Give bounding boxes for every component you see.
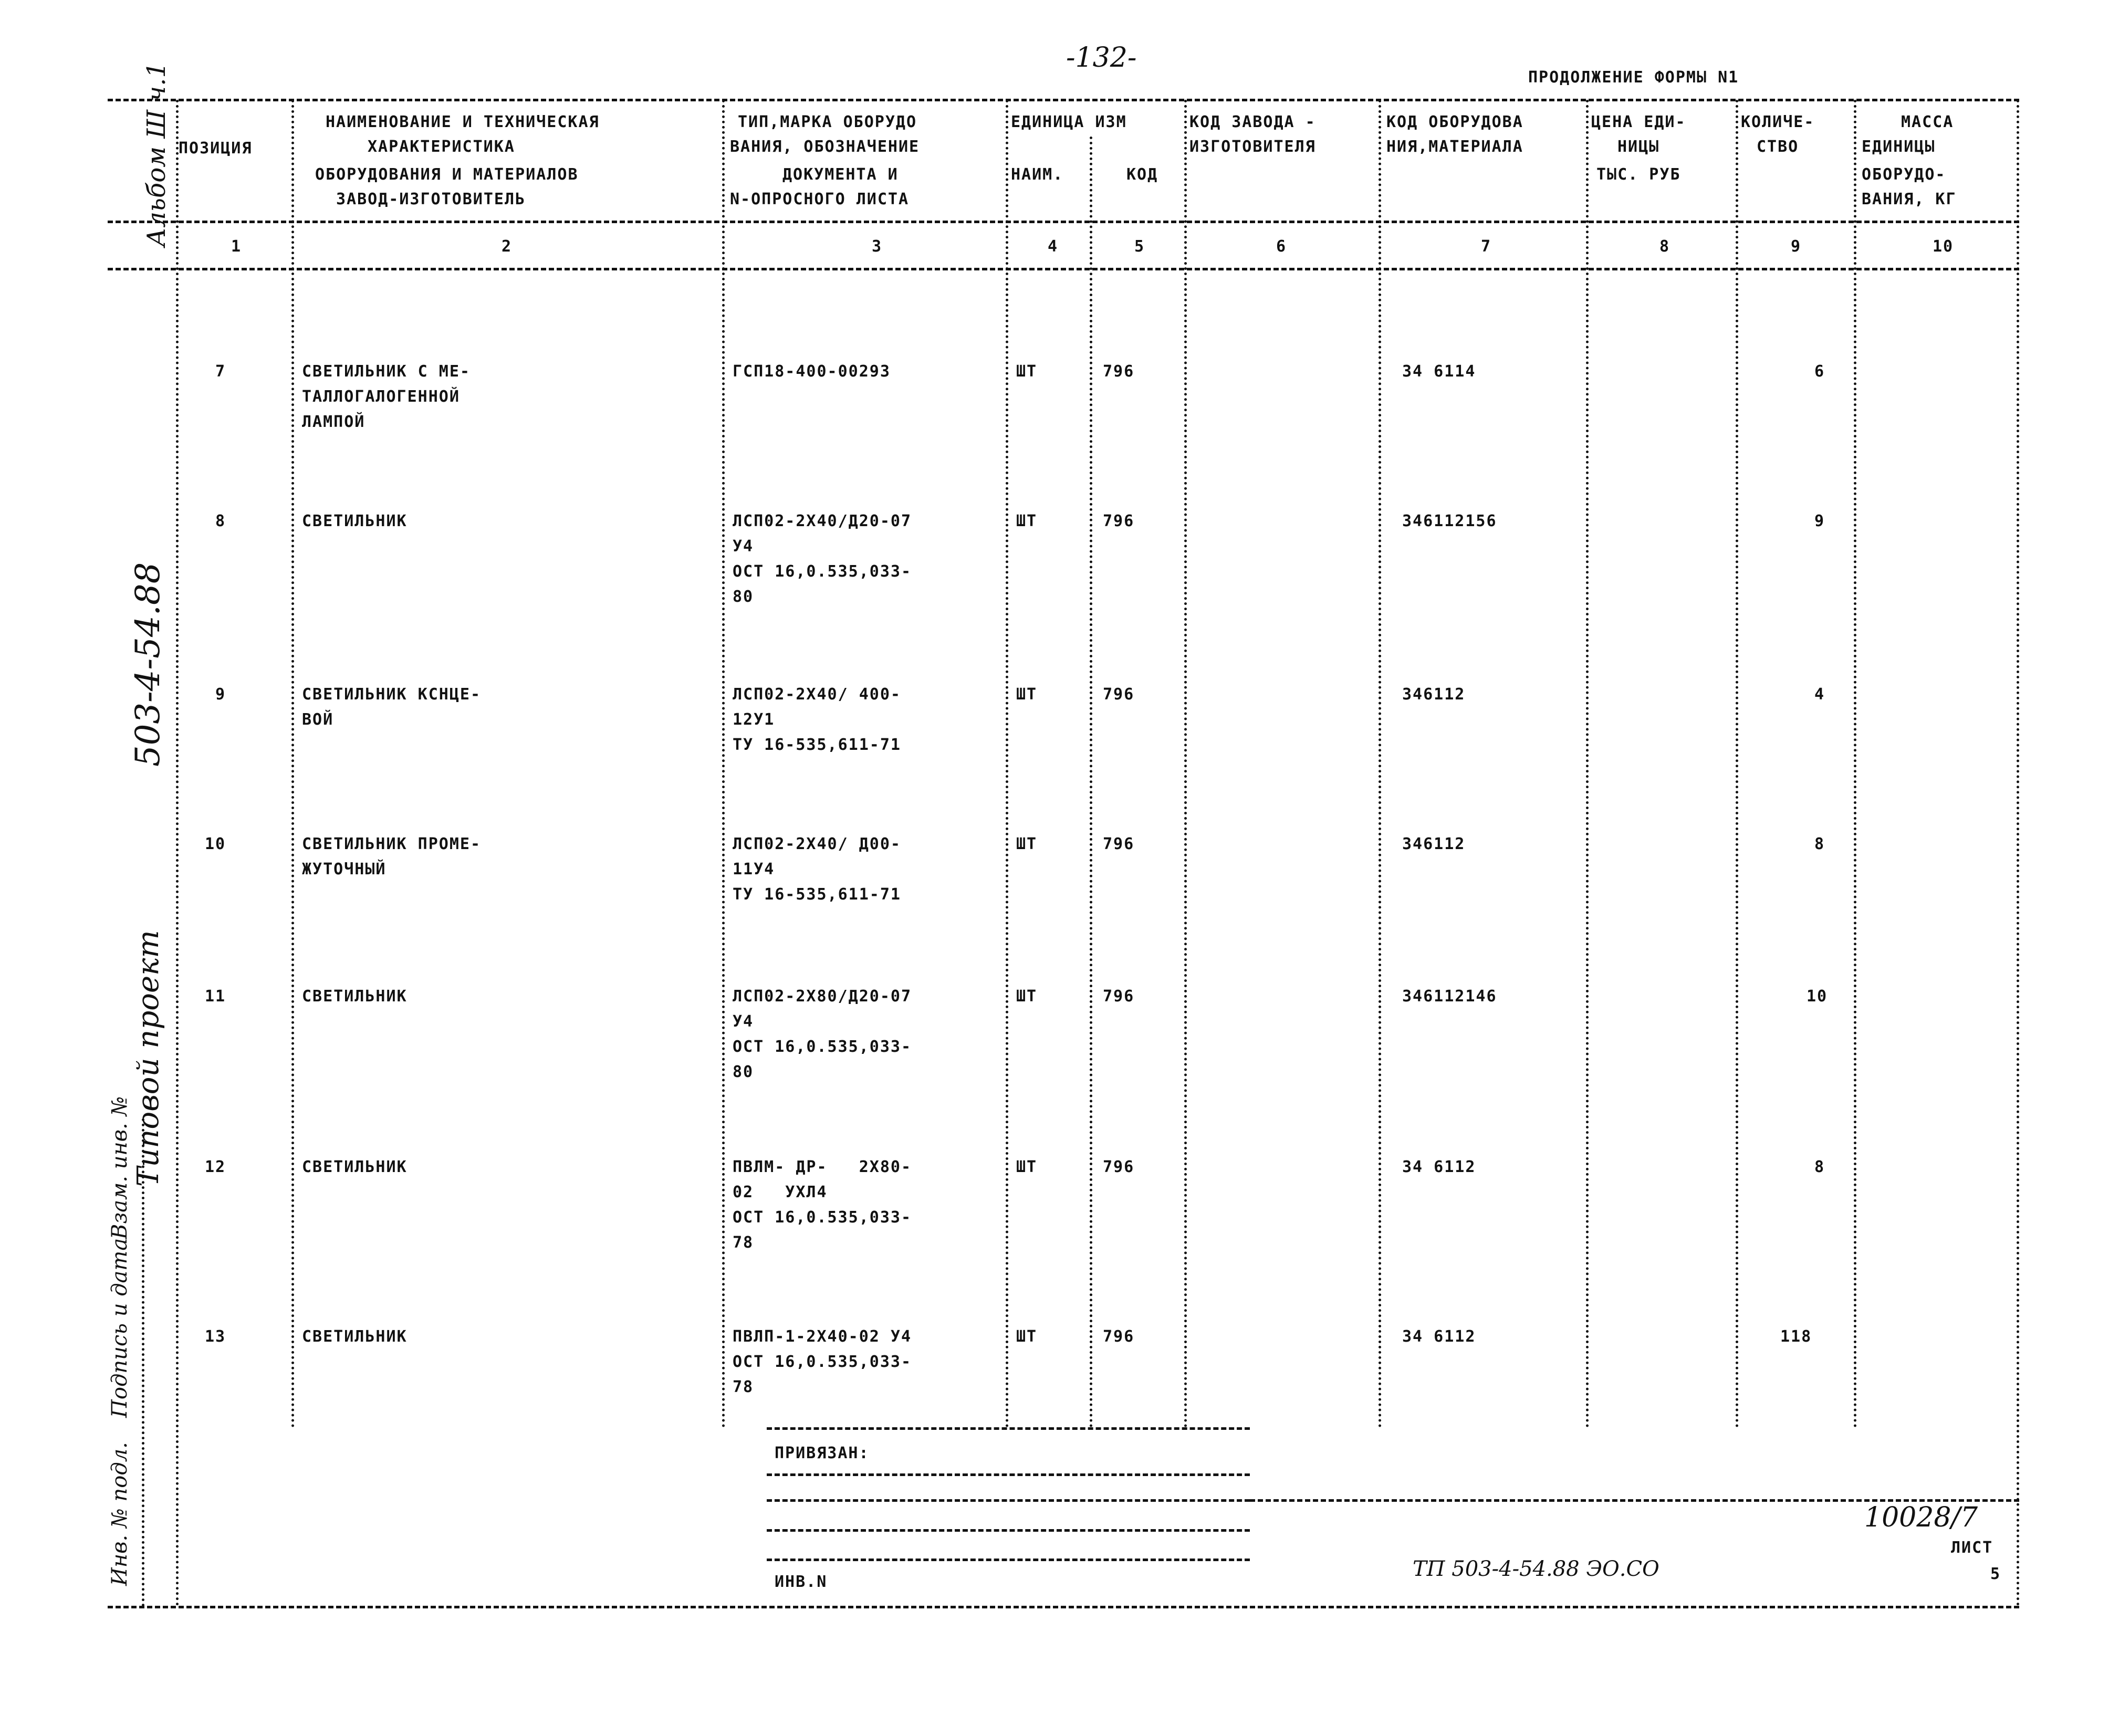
- header-qty-1: КОЛИЧЕ-: [1741, 113, 1815, 131]
- header-factory-1: КОД ЗАВОДА -: [1189, 113, 1316, 131]
- row-type-line: 78: [733, 1378, 754, 1396]
- stamp-sep: [142, 1118, 144, 1607]
- row-position: 8: [215, 512, 226, 530]
- rule-footer-a: [767, 1473, 1250, 1476]
- rule-header: [108, 221, 2019, 223]
- header-mass-3: ОБОРУДО-: [1862, 165, 1946, 184]
- header-name-4: ЗАВОД-ИЗГОТОВИТЕЛЬ: [336, 190, 526, 208]
- colnum-8: 8: [1659, 237, 1671, 256]
- row-name-line: ТАЛЛОГАЛОГЕННОЙ: [302, 388, 460, 406]
- rule-numbers: [108, 268, 2019, 270]
- page-number: -132-: [1066, 42, 1137, 74]
- row-name-line: СВЕТИЛЬНИК: [302, 987, 408, 1006]
- row-position: 13: [205, 1327, 226, 1346]
- row-unit: ШТ: [1016, 512, 1038, 530]
- row-type-line: ГСП18-400-00293: [733, 362, 891, 381]
- rule-top: [108, 99, 2019, 101]
- rule-footer-b: [767, 1499, 1250, 1502]
- header-unit-name: НАИМ.: [1011, 165, 1064, 184]
- header-type-3: ДОКУМЕНТА И: [782, 165, 899, 184]
- row-type-line: 11У4: [733, 860, 775, 879]
- row-unit-code: 796: [1103, 512, 1135, 530]
- header-type-4: N-ОПРОСНОГО ЛИСТА: [730, 190, 910, 208]
- continuation-label: ПРОДОЛЖЕНИЕ ФОРМЫ N1: [1528, 68, 1739, 87]
- row-unit-code: 796: [1103, 1327, 1135, 1346]
- colnum-3: 3: [872, 237, 883, 256]
- row-equip-code: 346112: [1402, 685, 1466, 704]
- row-quantity: 4: [1814, 685, 1825, 704]
- colnum-10: 10: [1933, 237, 1954, 256]
- colnum-6: 6: [1276, 237, 1287, 256]
- colnum-7: 7: [1481, 237, 1492, 256]
- header-qty-2: СТВО: [1757, 138, 1799, 156]
- rule-footer-c: [767, 1529, 1250, 1532]
- project-code: 503-4-54.88: [129, 562, 168, 767]
- header-name-3: ОБОРУДОВАНИЯ И МАТЕРИАЛОВ: [315, 165, 579, 184]
- colnum-9: 9: [1791, 237, 1802, 256]
- colnum-5: 5: [1134, 237, 1145, 256]
- row-unit: ШТ: [1016, 987, 1038, 1006]
- row-type-line: ПВЛП-1-2X40-02 У4: [733, 1327, 912, 1346]
- row-quantity: 10: [1807, 987, 1828, 1006]
- row-type-line: ПВЛМ- ДР- 2X80-: [733, 1158, 912, 1176]
- row-type-line: ОСТ 16,0.535,033-: [733, 1208, 912, 1227]
- stamp-signature-date: Подпись и дата: [108, 1238, 132, 1418]
- header-factory-2: ИЗГОТОВИТЕЛЯ: [1189, 138, 1316, 156]
- rule-bottom: [108, 1606, 2019, 1608]
- row-name-line: СВЕТИЛЬНИК: [302, 1158, 408, 1176]
- row-type-line: ОСТ 16,0.535,033-: [733, 1353, 912, 1371]
- col-sep-4: [1090, 137, 1092, 1428]
- row-type-line: ЛСП02-2X80/Д20-07: [733, 987, 912, 1006]
- row-type-line: ТУ 16-535,611-71: [733, 885, 901, 904]
- row-unit-code: 796: [1103, 987, 1135, 1006]
- header-equip-1: КОД ОБОРУДОВА: [1386, 113, 1523, 131]
- header-name-2: ХАРАКТЕРИСТИКА: [368, 138, 515, 156]
- stamp-replace-inv: Взам. инв. №: [108, 1096, 132, 1239]
- row-equip-code: 34 6112: [1402, 1327, 1476, 1346]
- row-unit-code: 796: [1103, 1158, 1135, 1176]
- col-sep-right: [2017, 100, 2019, 1607]
- row-type-line: У4: [733, 1012, 754, 1031]
- colnum-1: 1: [231, 237, 242, 256]
- colnum-2: 2: [502, 237, 513, 256]
- header-price-2: НИЦЫ: [1617, 138, 1660, 156]
- header-mass-2: ЕДИНИЦЫ: [1862, 138, 1936, 156]
- row-name-line: ВОЙ: [302, 710, 334, 729]
- stamp-orig-inv: Инв. № подл.: [108, 1442, 132, 1586]
- header-equip-2: НИЯ,МАТЕРИАЛА: [1386, 138, 1523, 156]
- album-label: Альбом Ш ч.1: [142, 62, 171, 247]
- col-sep-8: [1736, 100, 1738, 1428]
- colnum-4: 4: [1048, 237, 1059, 256]
- header-price-1: ЦЕНА ЕДИ-: [1591, 113, 1686, 131]
- row-quantity: 9: [1814, 512, 1825, 530]
- row-equip-code: 346112146: [1402, 987, 1497, 1006]
- row-equip-code: 346112: [1402, 835, 1466, 853]
- sheet-label: ЛИСТ: [1951, 1539, 1993, 1557]
- row-type-line: У4: [733, 537, 754, 556]
- inventory-label: ИНВ.N: [775, 1573, 828, 1591]
- row-name-line: ЛАМПОЙ: [302, 413, 366, 431]
- row-quantity: 6: [1814, 362, 1825, 381]
- row-type-line: ТУ 16-535,611-71: [733, 736, 901, 754]
- row-position: 10: [205, 835, 226, 853]
- row-unit: ШТ: [1016, 685, 1038, 704]
- col-sep-5: [1184, 100, 1187, 1428]
- project-label: Типовой проект: [131, 930, 165, 1187]
- document-code: ТП 503-4-54.88 ЭО.СО: [1413, 1557, 1659, 1581]
- col-sep-9: [1854, 100, 1856, 1428]
- rule-table-bottom: [767, 1427, 1250, 1430]
- row-unit: ШТ: [1016, 1158, 1038, 1176]
- col-sep-0: [176, 100, 179, 1607]
- row-position: 12: [205, 1158, 226, 1176]
- row-position: 11: [205, 987, 226, 1006]
- col-sep-2: [722, 100, 725, 1428]
- row-type-line: 02 УХЛ4: [733, 1183, 828, 1201]
- header-mass-1: МАССА: [1901, 113, 1954, 131]
- row-type-line: 12У1: [733, 710, 775, 729]
- row-name-line: СВЕТИЛЬНИК С МЕ-: [302, 362, 471, 381]
- header-unit: ЕДИНИЦА ИЗМ: [1011, 113, 1127, 131]
- header-mass-4: ВАНИЯ, КГ: [1862, 190, 1957, 208]
- header-position: ПОЗИЦИЯ: [179, 139, 253, 158]
- row-type-line: 80: [733, 588, 754, 606]
- row-type-line: ЛСП02-2X40/ Д00-: [733, 835, 901, 853]
- attached-label: ПРИВЯЗАН:: [775, 1444, 870, 1462]
- order-number: 10028/7: [1864, 1502, 1978, 1533]
- row-unit: ШТ: [1016, 835, 1038, 853]
- row-type-line: ОСТ 16,0.535,033-: [733, 1038, 912, 1056]
- row-name-line: СВЕТИЛЬНИК КСНЦЕ-: [302, 685, 482, 704]
- row-unit-code: 796: [1103, 835, 1135, 853]
- row-position: 9: [215, 685, 226, 704]
- sheet-number: 5: [1990, 1565, 2001, 1583]
- header-type-1: ТИП,МАРКА ОБОРУДО: [738, 113, 917, 131]
- header-name-1: НАИМЕНОВАНИЕ И ТЕХНИЧЕСКАЯ: [326, 113, 600, 131]
- col-sep-7: [1586, 100, 1589, 1428]
- row-unit: ШТ: [1016, 362, 1038, 381]
- row-unit: ШТ: [1016, 1327, 1038, 1346]
- row-type-line: ЛСП02-2X40/Д20-07: [733, 512, 912, 530]
- row-name-line: СВЕТИЛЬНИК ПРОМЕ-: [302, 835, 482, 853]
- row-quantity: 118: [1780, 1327, 1812, 1346]
- header-price-3: ТЫС. РУБ: [1596, 165, 1681, 184]
- row-type-line: ЛСП02-2X40/ 400-: [733, 685, 901, 704]
- row-type-line: 80: [733, 1063, 754, 1081]
- header-unit-code: КОД: [1126, 165, 1158, 184]
- row-type-line: ОСТ 16,0.535,033-: [733, 562, 912, 581]
- header-type-2: ВАНИЯ, ОБОЗНАЧЕНИЕ: [730, 138, 920, 156]
- row-name-line: ЖУТОЧНЫЙ: [302, 860, 387, 879]
- col-sep-1: [291, 100, 294, 1428]
- row-name-line: СВЕТИЛЬНИК: [302, 512, 408, 530]
- row-equip-code: 34 6114: [1402, 362, 1476, 381]
- rule-footer-d: [767, 1559, 1250, 1561]
- row-quantity: 8: [1814, 1158, 1825, 1176]
- row-position: 7: [215, 362, 226, 381]
- row-equip-code: 34 6112: [1402, 1158, 1476, 1176]
- col-sep-6: [1379, 100, 1381, 1428]
- row-unit-code: 796: [1103, 685, 1135, 704]
- row-quantity: 8: [1814, 835, 1825, 853]
- col-sep-3: [1006, 100, 1008, 1428]
- row-type-line: 78: [733, 1233, 754, 1252]
- row-name-line: СВЕТИЛЬНИК: [302, 1327, 408, 1346]
- row-equip-code: 346112156: [1402, 512, 1497, 530]
- row-unit-code: 796: [1103, 362, 1135, 381]
